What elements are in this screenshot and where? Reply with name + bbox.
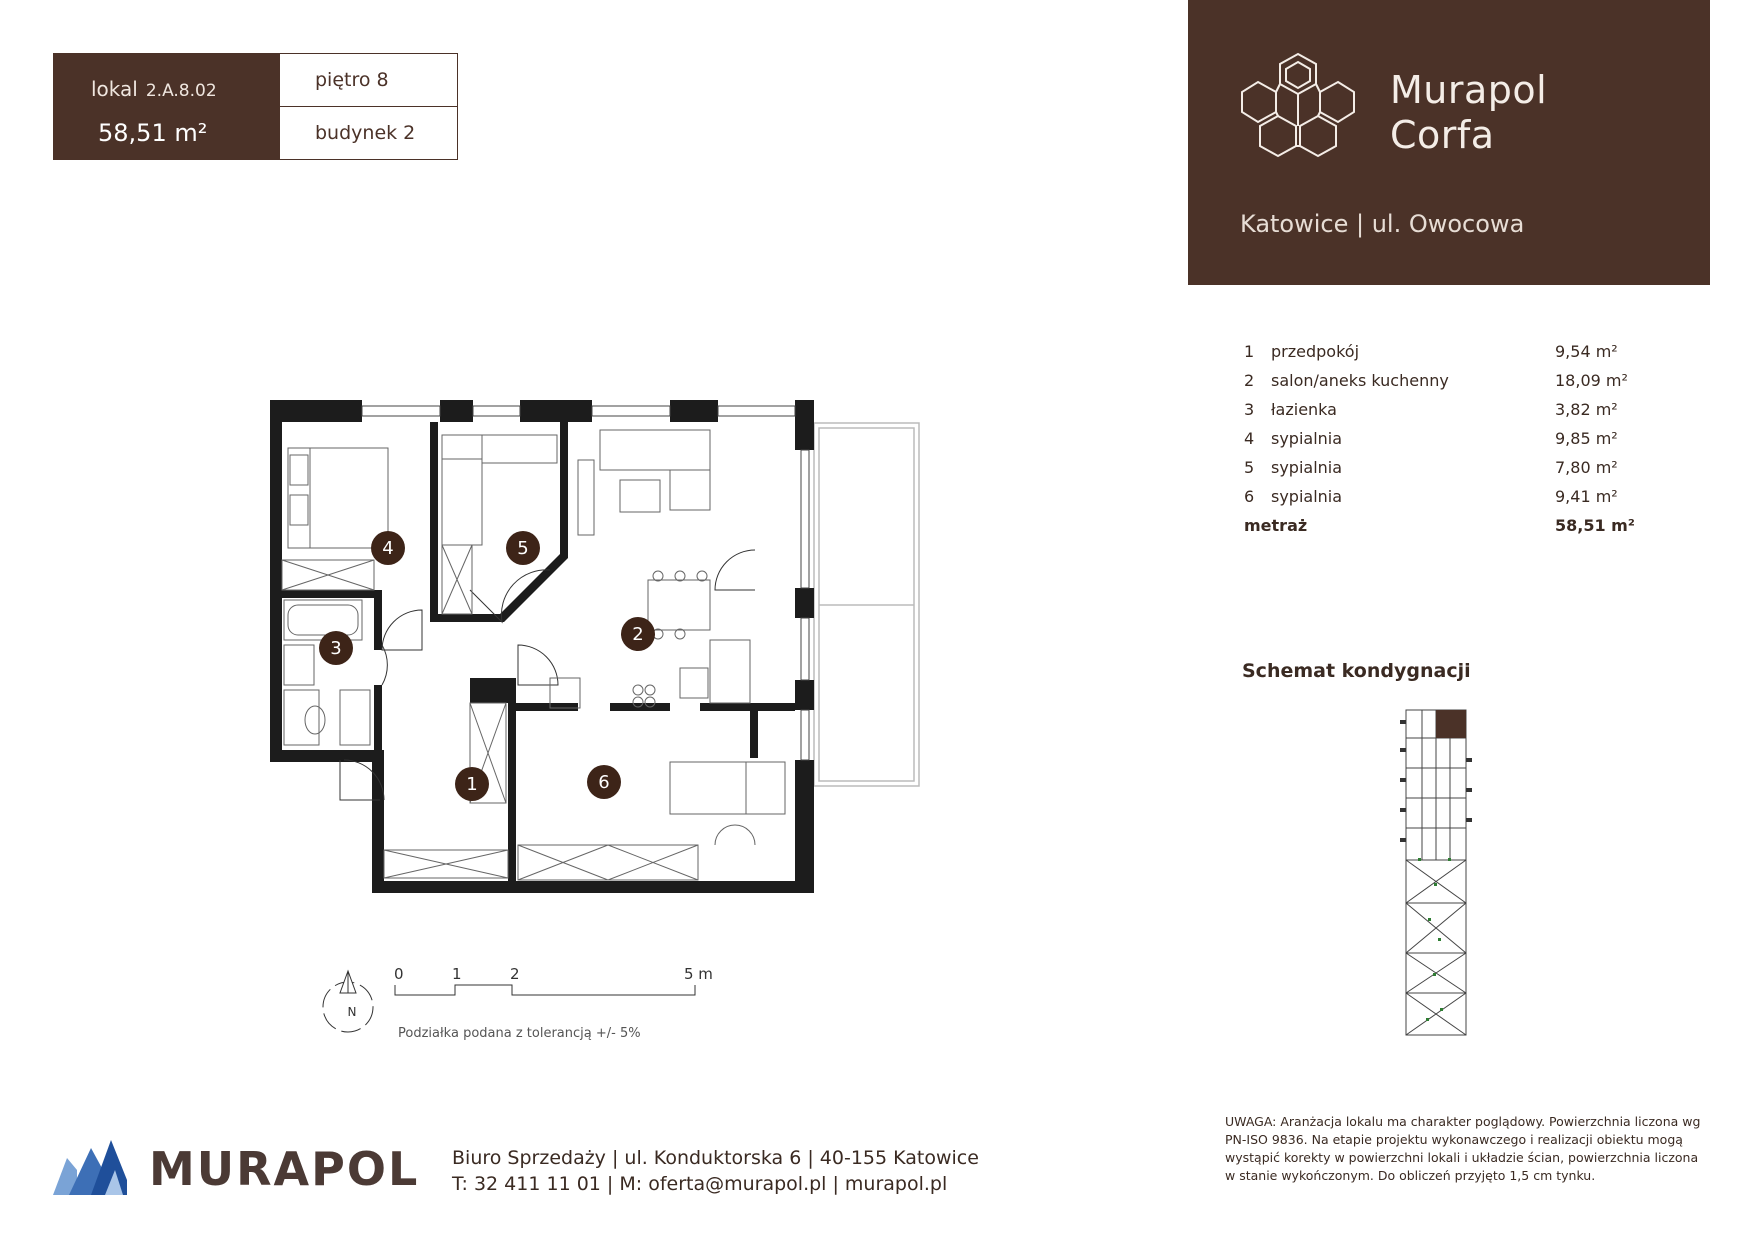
total-area: 58,51 m² bbox=[1555, 516, 1635, 535]
floor-plan bbox=[270, 400, 920, 910]
scale-tolerance-note: Podziałka podana z tolerancją +/- 5% bbox=[398, 1026, 641, 1041]
unit-details bbox=[279, 53, 458, 160]
room-row bbox=[1244, 371, 1644, 397]
room-row bbox=[1244, 342, 1644, 368]
svg-text:5: 5 bbox=[517, 538, 529, 559]
room-number: 4 bbox=[1244, 429, 1255, 448]
unit-code: 2.A.8.02 bbox=[145, 81, 217, 101]
murapol-logo bbox=[53, 1140, 420, 1196]
room-number: 3 bbox=[1244, 400, 1255, 419]
room-name: sypialnia bbox=[1271, 429, 1343, 448]
scale-tick-2: 2 bbox=[510, 965, 520, 983]
svg-text:1: 1 bbox=[466, 774, 478, 795]
compass-north-label: N bbox=[347, 1005, 357, 1019]
project-location: Katowice | ul. Owocowa bbox=[1240, 210, 1525, 238]
svg-text:4: 4 bbox=[382, 538, 394, 559]
room-area: 9,41 m² bbox=[1555, 487, 1618, 506]
unit-label-text: lokal bbox=[91, 77, 138, 101]
total-row bbox=[1244, 516, 1644, 542]
unit-info-box bbox=[53, 53, 458, 160]
project-name-line2: Corfa bbox=[1390, 113, 1495, 157]
murapol-logo-icon bbox=[53, 1140, 127, 1195]
unit-label bbox=[91, 77, 217, 101]
compass-icon bbox=[323, 971, 373, 1032]
scale-tick-5m: 5 m bbox=[684, 965, 713, 983]
room-name: sypialnia bbox=[1271, 458, 1343, 477]
sales-office-address: Biuro Sprzedaży | ul. Konduktorska 6 | 40-155 Katowice bbox=[452, 1147, 979, 1169]
svg-text:2: 2 bbox=[632, 624, 644, 645]
room-name: łazienka bbox=[1271, 400, 1337, 419]
scale-tick-1: 1 bbox=[452, 965, 462, 983]
svg-text:6: 6 bbox=[598, 772, 610, 793]
unit-floor-text: piętro 8 bbox=[315, 69, 389, 91]
project-name-line1: Murapol bbox=[1390, 68, 1548, 112]
room-row bbox=[1244, 458, 1644, 484]
room-name: salon/aneks kuchenny bbox=[1271, 371, 1449, 390]
scale-tick-0: 0 bbox=[394, 965, 404, 983]
brand-panel bbox=[1188, 0, 1710, 285]
disclaimer-note: UWAGA: Aranżacja lokalu ma charakter poglądowy. Powierzchnia liczona wg PN-ISO 9836. Na etapie projektu wykonawczego i realizacji obiektu mogą wystąpić korekty w powierzchni lokali i układzie ścian, powierzchnia liczona w stanie wykończonym. Do obliczeń przyjęto 1,5 cm tynku. bbox=[1225, 1114, 1701, 1183]
schema-title: Schemat kondygnacji bbox=[1242, 660, 1471, 682]
room-row bbox=[1244, 487, 1644, 513]
room-row bbox=[1244, 400, 1644, 426]
room-area: 18,09 m² bbox=[1555, 371, 1628, 390]
room-area: 3,82 m² bbox=[1555, 400, 1618, 419]
company-wordmark: MURAPOL bbox=[149, 1142, 420, 1196]
total-label: metraż bbox=[1244, 516, 1308, 535]
room-number: 5 bbox=[1244, 458, 1255, 477]
room-area: 9,54 m² bbox=[1555, 342, 1618, 361]
contact-line: T: 32 411 11 01 | M: oferta@murapol.pl | murapol.pl bbox=[452, 1173, 948, 1195]
room-number: 2 bbox=[1244, 371, 1255, 390]
room-name: sypialnia bbox=[1271, 487, 1343, 506]
corfa-logo-icon bbox=[1240, 52, 1356, 158]
floor-schema-diagram bbox=[1398, 708, 1474, 1038]
room-number: 6 bbox=[1244, 487, 1255, 506]
unit-building bbox=[280, 107, 457, 159]
room-row bbox=[1244, 429, 1644, 455]
room-area: 7,80 m² bbox=[1555, 458, 1618, 477]
compass-and-scale-graphic bbox=[320, 965, 740, 1035]
unit-id-panel bbox=[53, 53, 279, 160]
scale-bar bbox=[320, 965, 740, 1065]
unit-area: 58,51 m² bbox=[98, 119, 208, 147]
unit-building-text: budynek 2 bbox=[315, 122, 416, 144]
svg-text:3: 3 bbox=[330, 638, 342, 659]
balcony bbox=[814, 423, 919, 786]
room-number: 1 bbox=[1244, 342, 1255, 361]
current-unit-marker bbox=[1436, 710, 1466, 738]
room-area: 9,85 m² bbox=[1555, 429, 1618, 448]
room-name: przedpokój bbox=[1271, 342, 1360, 361]
unit-floor bbox=[280, 54, 457, 107]
